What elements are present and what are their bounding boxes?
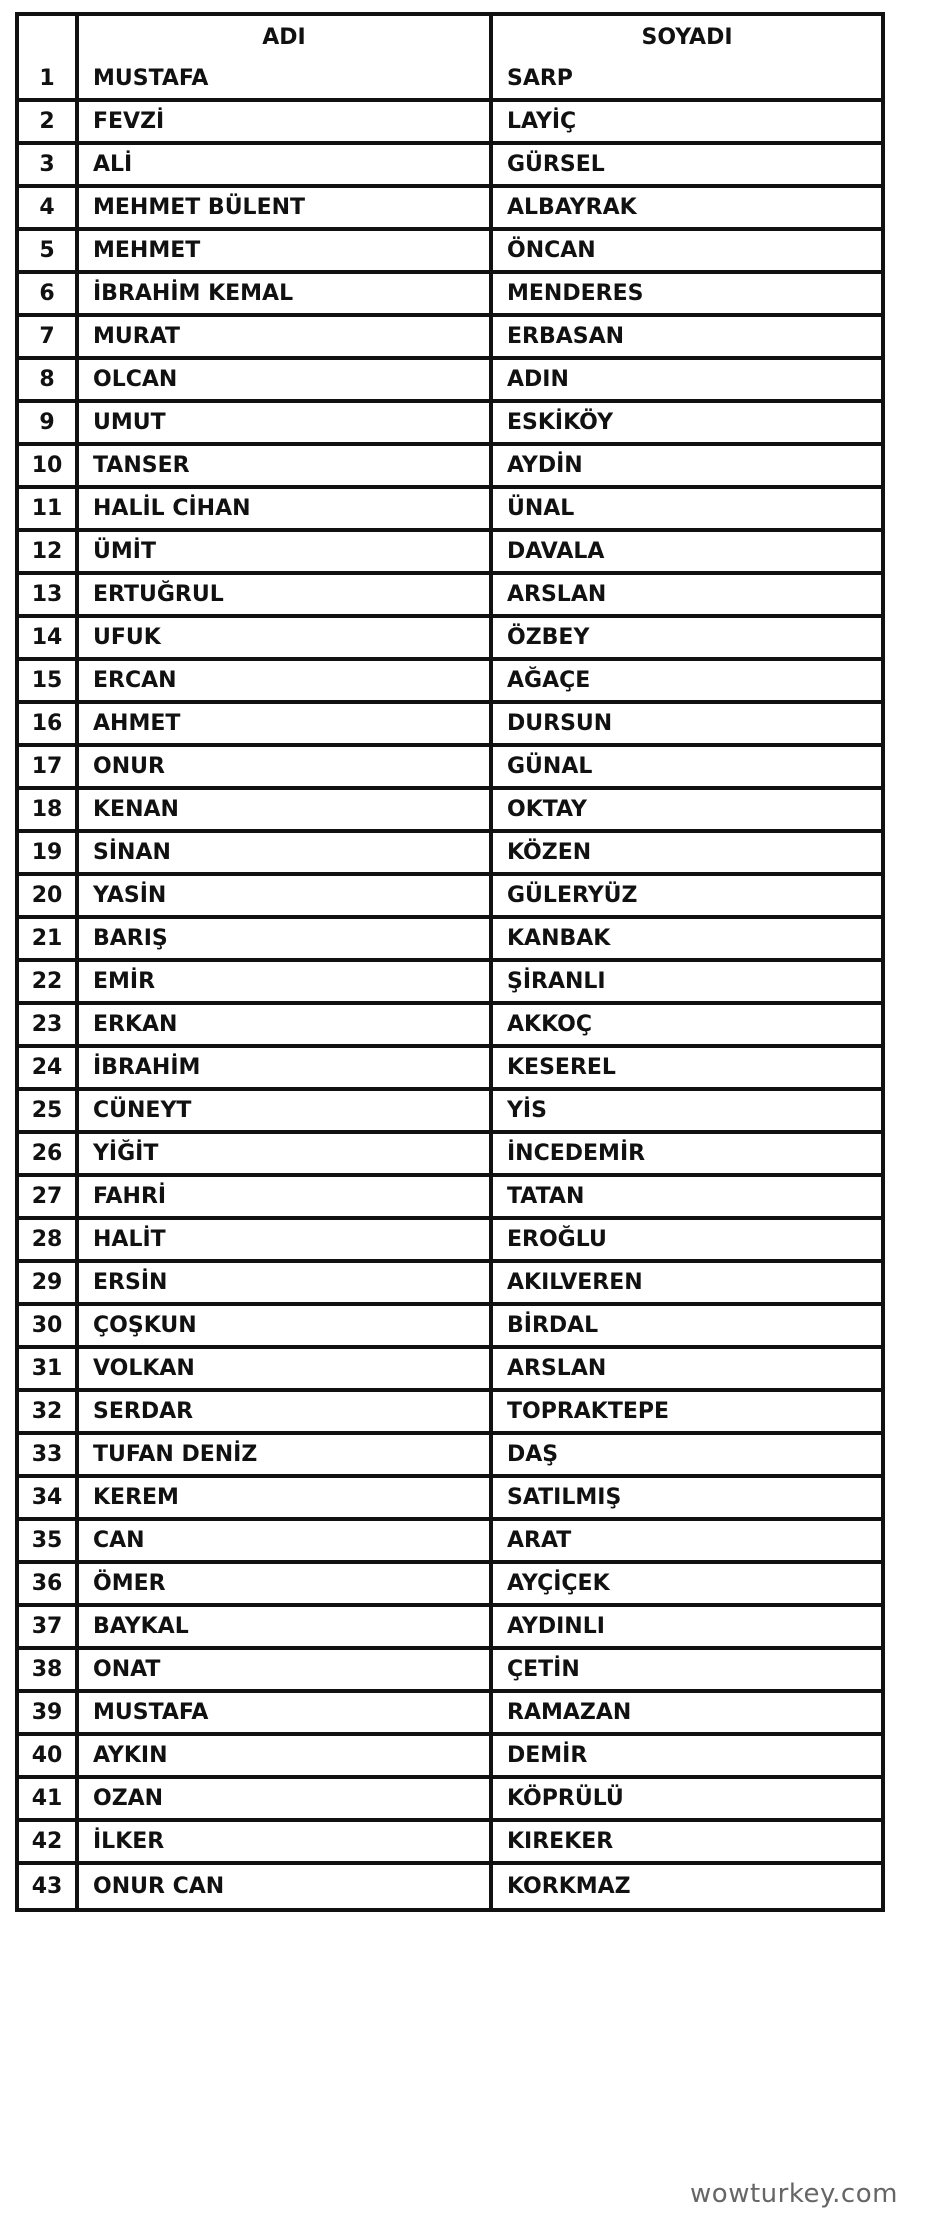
last-name-cell: GÜRSEL — [493, 145, 881, 188]
last-name-cell: AKKOÇ — [493, 1005, 881, 1048]
table-row — [19, 1306, 881, 1349]
first-name-cell: İBRAHİM — [79, 1048, 493, 1091]
row-number-cell: 9 — [19, 403, 79, 446]
first-name-cell: FEVZİ — [79, 102, 493, 145]
first-name-cell: VOLKAN — [79, 1349, 493, 1392]
row-number-cell: 5 — [19, 231, 79, 274]
row-number-cell: 28 — [19, 1220, 79, 1263]
row-number-cell: 36 — [19, 1564, 79, 1607]
last-name-cell: RAMAZAN — [493, 1693, 881, 1736]
row-number-cell: 19 — [19, 833, 79, 876]
table-row — [19, 1005, 881, 1048]
row-number-cell: 41 — [19, 1779, 79, 1822]
last-name-cell: ÖNCAN — [493, 231, 881, 274]
first-name-cell: OLCAN — [79, 360, 493, 403]
last-name-cell: ÖZBEY — [493, 618, 881, 661]
first-name-cell: MEHMET BÜLENT — [79, 188, 493, 231]
table-row — [19, 1607, 881, 1650]
row-number-cell: 4 — [19, 188, 79, 231]
row-number-cell: 18 — [19, 790, 79, 833]
first-name-cell: ONAT — [79, 1650, 493, 1693]
last-name-cell: KÖZEN — [493, 833, 881, 876]
table-row — [19, 919, 881, 962]
first-name-cell: MURAT — [79, 317, 493, 360]
first-name-cell: ERTUĞRUL — [79, 575, 493, 618]
table-row — [19, 1822, 881, 1865]
table-row — [19, 1091, 881, 1134]
table-row — [19, 188, 881, 231]
table-row — [19, 962, 881, 1005]
row-number-cell: 27 — [19, 1177, 79, 1220]
last-name-cell: DAVALA — [493, 532, 881, 575]
table-row — [19, 1650, 881, 1693]
first-name-cell: TUFAN DENİZ — [79, 1435, 493, 1478]
table-row — [19, 661, 881, 704]
table-row — [19, 360, 881, 403]
last-name-cell: ESKİKÖY — [493, 403, 881, 446]
last-name-cell: ARAT — [493, 1521, 881, 1564]
last-name-cell: TOPRAKTEPE — [493, 1392, 881, 1435]
row-number-cell: 1 — [19, 59, 79, 102]
first-name-cell: MUSTAFA — [79, 59, 493, 102]
watermark: wowturkey.com — [678, 2168, 910, 2220]
table-row — [19, 145, 881, 188]
row-number-cell: 6 — [19, 274, 79, 317]
last-name-cell: DEMİR — [493, 1736, 881, 1779]
first-name-cell: ONUR CAN — [79, 1865, 493, 1908]
first-name-cell: CÜNEYT — [79, 1091, 493, 1134]
last-name-cell: AKILVEREN — [493, 1263, 881, 1306]
row-number-cell: 26 — [19, 1134, 79, 1177]
row-number-cell: 32 — [19, 1392, 79, 1435]
first-name-cell: ERKAN — [79, 1005, 493, 1048]
last-name-cell: ŞİRANLI — [493, 962, 881, 1005]
row-number-cell: 22 — [19, 962, 79, 1005]
header-row — [19, 16, 881, 59]
first-name-cell: UFUK — [79, 618, 493, 661]
row-number-cell: 2 — [19, 102, 79, 145]
row-number-cell: 17 — [19, 747, 79, 790]
name-table — [15, 12, 885, 1912]
row-number-cell: 35 — [19, 1521, 79, 1564]
first-name-cell: BAYKAL — [79, 1607, 493, 1650]
last-name-cell: LAYİÇ — [493, 102, 881, 145]
table-row — [19, 489, 881, 532]
last-name-cell: MENDERES — [493, 274, 881, 317]
table-row — [19, 1435, 881, 1478]
table-row — [19, 1134, 881, 1177]
first-name-cell: MUSTAFA — [79, 1693, 493, 1736]
last-name-cell: AYÇİÇEK — [493, 1564, 881, 1607]
first-name-cell: SİNAN — [79, 833, 493, 876]
row-number-cell: 29 — [19, 1263, 79, 1306]
last-name-cell: OKTAY — [493, 790, 881, 833]
table-row — [19, 1048, 881, 1091]
table-row — [19, 575, 881, 618]
last-name-cell: ÇETİN — [493, 1650, 881, 1693]
first-name-cell: BARIŞ — [79, 919, 493, 962]
table-row — [19, 1220, 881, 1263]
row-number-cell: 42 — [19, 1822, 79, 1865]
last-name-cell: AYDİN — [493, 446, 881, 489]
row-number-cell: 34 — [19, 1478, 79, 1521]
row-number-cell: 25 — [19, 1091, 79, 1134]
header-first-name: ADI — [79, 16, 493, 59]
row-number-cell: 11 — [19, 489, 79, 532]
last-name-cell: BİRDAL — [493, 1306, 881, 1349]
first-name-cell: İBRAHİM KEMAL — [79, 274, 493, 317]
row-number-cell: 24 — [19, 1048, 79, 1091]
first-name-cell: ERSİN — [79, 1263, 493, 1306]
first-name-cell: UMUT — [79, 403, 493, 446]
row-number-cell: 31 — [19, 1349, 79, 1392]
last-name-cell: İNCEDEMİR — [493, 1134, 881, 1177]
table-row — [19, 1349, 881, 1392]
row-number-cell: 12 — [19, 532, 79, 575]
table-row — [19, 747, 881, 790]
table-row — [19, 403, 881, 446]
table-row — [19, 446, 881, 489]
first-name-cell: ONUR — [79, 747, 493, 790]
table-row — [19, 1865, 881, 1908]
row-number-cell: 13 — [19, 575, 79, 618]
header-number — [19, 16, 79, 59]
first-name-cell: KENAN — [79, 790, 493, 833]
row-number-cell: 21 — [19, 919, 79, 962]
first-name-cell: HALİT — [79, 1220, 493, 1263]
last-name-cell: KIREKER — [493, 1822, 881, 1865]
table-row — [19, 102, 881, 145]
table-row — [19, 59, 881, 102]
last-name-cell: DAŞ — [493, 1435, 881, 1478]
last-name-cell: SATILMIŞ — [493, 1478, 881, 1521]
header-last-name: SOYADI — [641, 25, 733, 50]
table-row — [19, 1263, 881, 1306]
last-name-cell: AĞAÇE — [493, 661, 881, 704]
row-number-cell: 30 — [19, 1306, 79, 1349]
table-row — [19, 790, 881, 833]
row-number-cell: 16 — [19, 704, 79, 747]
first-name-cell: ÜMİT — [79, 532, 493, 575]
table-row — [19, 618, 881, 661]
table-row — [19, 317, 881, 360]
last-name-cell: ARSLAN — [493, 575, 881, 618]
last-name-cell: ARSLAN — [493, 1349, 881, 1392]
first-name-cell: TANSER — [79, 446, 493, 489]
table-row — [19, 1177, 881, 1220]
last-name-cell: AYDINLI — [493, 1607, 881, 1650]
row-number-cell: 37 — [19, 1607, 79, 1650]
first-name-cell: İLKER — [79, 1822, 493, 1865]
row-number-cell: 20 — [19, 876, 79, 919]
first-name-cell: ÖMER — [79, 1564, 493, 1607]
first-name-cell: ÇOŞKUN — [79, 1306, 493, 1349]
first-name-cell: EMİR — [79, 962, 493, 1005]
table-row — [19, 231, 881, 274]
last-name-cell: KESEREL — [493, 1048, 881, 1091]
last-name-cell: KÖPRÜLÜ — [493, 1779, 881, 1822]
last-name-cell: GÜLERYÜZ — [493, 876, 881, 919]
last-name-cell: ERBASAN — [493, 317, 881, 360]
first-name-cell: AHMET — [79, 704, 493, 747]
last-name-cell: ALBAYRAK — [493, 188, 881, 231]
row-number-cell: 23 — [19, 1005, 79, 1048]
last-name-cell: SARP — [493, 59, 881, 102]
table-row — [19, 1521, 881, 1564]
row-number-cell: 33 — [19, 1435, 79, 1478]
row-number-cell: 10 — [19, 446, 79, 489]
first-name-cell: CAN — [79, 1521, 493, 1564]
last-name-cell: TATAN — [493, 1177, 881, 1220]
first-name-cell: YİĞİT — [79, 1134, 493, 1177]
table-row — [19, 1564, 881, 1607]
last-name-cell: KORKMAZ — [507, 1874, 631, 1899]
last-name-cell: DURSUN — [493, 704, 881, 747]
last-name-cell: KANBAK — [493, 919, 881, 962]
last-name-cell: GÜNAL — [493, 747, 881, 790]
first-name-cell: SERDAR — [79, 1392, 493, 1435]
table-row — [19, 876, 881, 919]
row-number-cell: 40 — [19, 1736, 79, 1779]
row-number-cell: 38 — [19, 1650, 79, 1693]
first-name-cell: OZAN — [79, 1779, 493, 1822]
row-number-cell: 14 — [19, 618, 79, 661]
row-number-cell: 8 — [19, 360, 79, 403]
row-number-cell: 43 — [19, 1865, 79, 1908]
table-row — [19, 1779, 881, 1822]
first-name-cell: ERCAN — [79, 661, 493, 704]
last-name-cell: EROĞLU — [493, 1220, 881, 1263]
table-row — [19, 1392, 881, 1435]
first-name-cell: AYKIN — [79, 1736, 493, 1779]
first-name-cell: KEREM — [79, 1478, 493, 1521]
last-name-cell: ÜNAL — [493, 489, 881, 532]
row-number-cell: 3 — [19, 145, 79, 188]
table-row — [19, 704, 881, 747]
table-row — [19, 274, 881, 317]
first-name-cell: YASİN — [79, 876, 493, 919]
row-number-cell: 39 — [19, 1693, 79, 1736]
row-number-cell: 15 — [19, 661, 79, 704]
row-number-cell: 7 — [19, 317, 79, 360]
last-name-cell: YİS — [493, 1091, 881, 1134]
table-row — [19, 1693, 881, 1736]
table-row — [19, 1478, 881, 1521]
table-row — [19, 833, 881, 876]
first-name-cell: HALİL CİHAN — [79, 489, 493, 532]
first-name-cell: MEHMET — [79, 231, 493, 274]
first-name-cell: FAHRİ — [79, 1177, 493, 1220]
table-row — [19, 1736, 881, 1779]
last-name-cell: ADIN — [493, 360, 881, 403]
table-row — [19, 532, 881, 575]
first-name-cell: ALİ — [79, 145, 493, 188]
table-body — [19, 59, 881, 1908]
